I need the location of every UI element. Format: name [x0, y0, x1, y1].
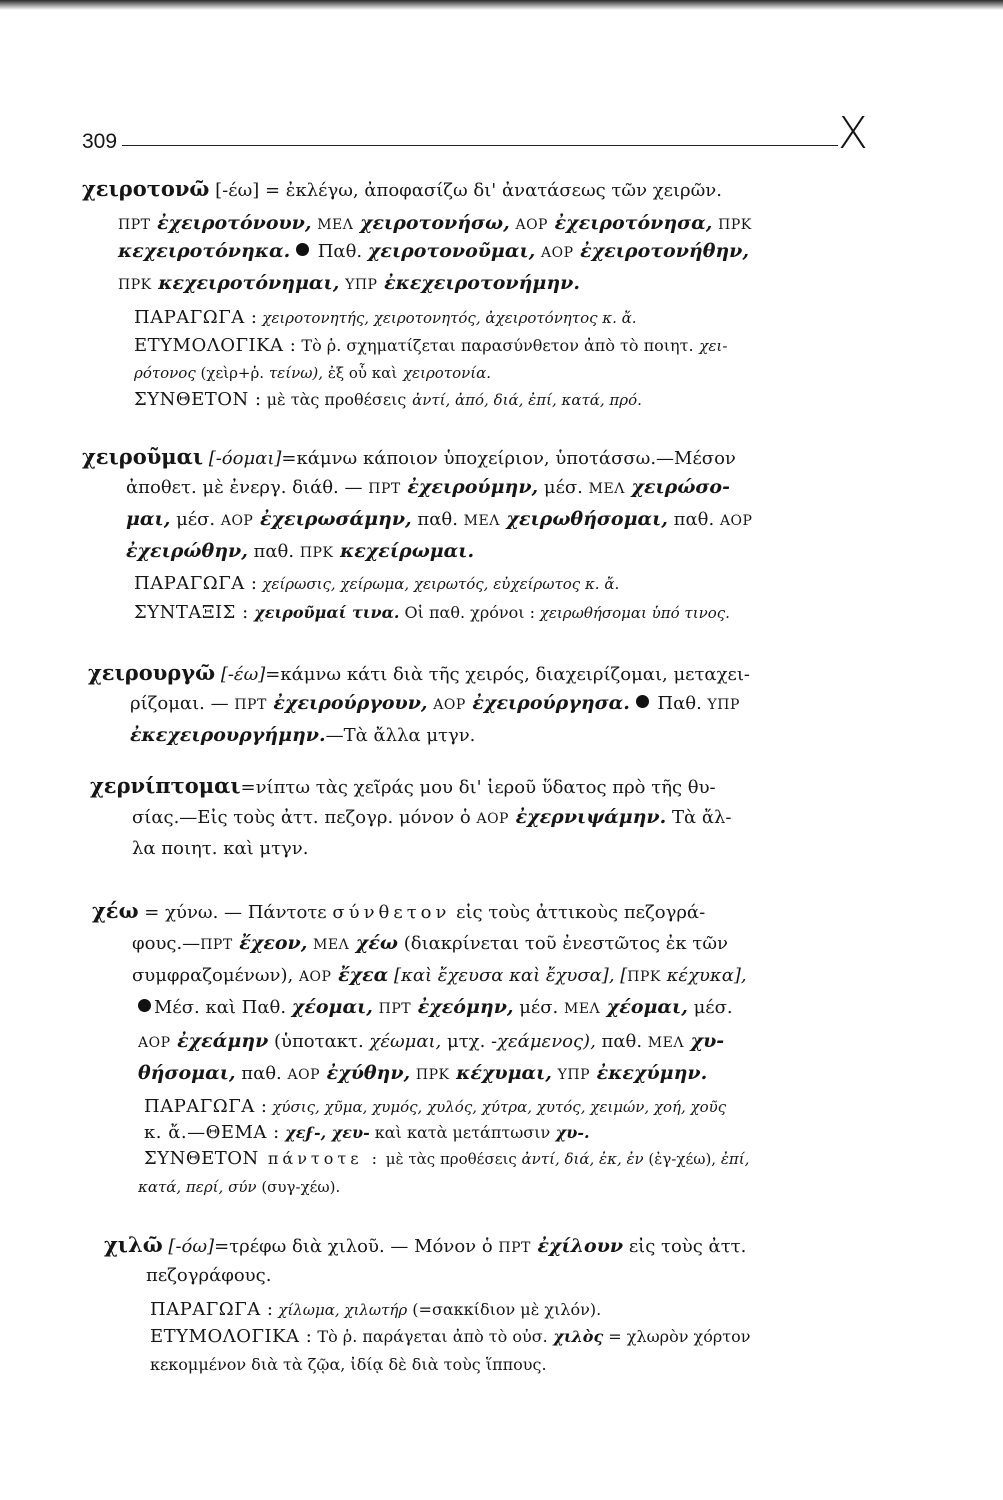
form: κεχειροτόνηκα. [118, 240, 291, 262]
form: ἐχειρούργησα. [465, 692, 630, 714]
headword: χιλῶ [104, 1232, 163, 1257]
form: ἐκεχύμην. [590, 1062, 708, 1084]
headword-ending: [-όομαι] [202, 448, 282, 469]
definition-text: = ἐκλέγω, ἀποφασίζω δι' ἀνατάσεως τῶν χειρῶν. [259, 180, 722, 201]
entry-line [132, 932, 728, 954]
voice-label: μέσ. [543, 477, 583, 498]
compounds-text: μὲ τὰς προθέσεις [381, 1150, 517, 1168]
derivatives-note: (=σακκίδιον μὲ χιλόν). [407, 1300, 602, 1319]
definition-text: = χύνω. — Πάντοτε [138, 902, 327, 923]
definition-text: μτχ. - [441, 1031, 498, 1052]
voice-label: παθ. [673, 509, 715, 530]
form: ἐχειροτόνουν, [150, 212, 312, 234]
entry-line [138, 996, 733, 1018]
section-label: ΠΑΡΑΓΩΓΑ : [144, 1096, 268, 1117]
etymology-word: χιλὸς [547, 1327, 604, 1346]
etymology-word: ρότονος [134, 364, 196, 382]
definition-text: =νίπτω τὰς χεῖράς μου δι' ἱεροῦ ὕδατος πρὸ τῆς θυ- [240, 777, 716, 798]
definition-text: ρίζομαι. — [130, 693, 229, 714]
etymology-text: ἐξ οὗ καὶ [323, 364, 398, 382]
entry-line [82, 176, 722, 201]
form: ἐχειρούργουν, [266, 692, 428, 714]
headword: χέω [92, 898, 139, 923]
etymology-text: = χλωρὸν χόρτον [603, 1327, 751, 1346]
form: κεχειροτόνημαι, [151, 272, 340, 294]
entry-line [118, 240, 749, 262]
form: ἐχίλουν [530, 1235, 624, 1257]
tense-label: ΜΕΛ [588, 481, 625, 497]
form: κέχυμαι, [449, 1062, 552, 1084]
etymology-word: χειροτονία. [402, 364, 492, 382]
definition-text: εἰς τοὺς ἀττ. [623, 1236, 747, 1257]
section-label: ΕΤΥΜΟΛΟΓΙΚΑ : [150, 1326, 313, 1347]
section-label: ΠΑΡΑΓΩΓΑ : [134, 573, 258, 594]
definition-text: πεζογράφους. [146, 1265, 272, 1286]
bullet-icon [636, 695, 649, 708]
tense-label: ΜΕΛ [564, 1001, 601, 1017]
tense-label: ΑΟΡ [287, 1067, 321, 1083]
voice-label: μέσ. [513, 997, 559, 1018]
definition-text: =κάμνω κάτι διὰ τῆς χειρός, διαχειρίζομαι, μεταχει- [265, 664, 750, 685]
derivatives: χύσις, χῦμα, χυμός, χυλός, χύτρα, χυτός, χειμών, χοή, χοῦς [267, 1098, 727, 1116]
form: μαι, [126, 508, 171, 530]
entry-line [104, 1232, 746, 1257]
form: θήσομαι, [138, 1062, 236, 1084]
syntax-example: χειροῦμαί τινα. [248, 603, 400, 622]
tense-label: ΑΟΡ [138, 1035, 171, 1051]
tense-label: ΑΟΡ [433, 697, 466, 713]
tense-label: ΠΡΚ [718, 217, 752, 233]
form: ἐχερνιψάμην. [508, 806, 667, 828]
definition-text: συμφραζομένων), [132, 965, 294, 986]
tense-label: ΠΡΤ [368, 481, 401, 497]
definition-text: (διακρίνεται τοῦ ἐνεστῶτος ἐκ τῶν [398, 933, 728, 954]
voice-label: Παθ. [312, 241, 363, 262]
emphasized-word: πάντοτε : [258, 1149, 382, 1168]
form: ἐχειρούμην, [400, 476, 539, 498]
tense-label: ΜΕΛ [647, 1035, 684, 1051]
tense-label: ΑΟΡ [476, 811, 509, 827]
tense-label: ΜΕΛ [317, 217, 354, 233]
entry-line [132, 806, 731, 828]
definition-text: εἰς τοὺς ἀττικοὺς πεζογρά- [450, 902, 706, 923]
entry-line [138, 1176, 340, 1197]
entry-line [130, 692, 740, 714]
tense-label: ΑΟΡ [719, 513, 753, 529]
tense-label: ΠΡΚ [627, 969, 661, 985]
tense-label: ΑΟΡ [220, 513, 254, 529]
form: ἐχεόμην, [411, 996, 514, 1018]
entry-line [144, 1122, 590, 1143]
voice-label: μέσ. [170, 509, 216, 530]
entry-line [90, 773, 716, 798]
entry-line [138, 1062, 707, 1084]
tense-label: ΜΕΛ [463, 513, 500, 529]
etymology-word: χει- [699, 337, 728, 355]
tense-label: ΑΟΡ [541, 245, 574, 261]
entry-line [82, 444, 736, 469]
prepositions: ἀντί, διά, ἐκ, ἐν [516, 1150, 644, 1168]
entry-line [134, 602, 730, 623]
tense-label: ΑΟΡ [515, 217, 548, 233]
voice-label: μέσ. [687, 997, 733, 1018]
syntax-example: χειρωθήσομαι ὑπό τινος. [535, 604, 730, 622]
section-label: ΕΤΥΜΟΛΟΓΙΚΑ : [134, 335, 297, 356]
form: χειροτονοῦμαι, [367, 240, 536, 262]
entry-line [144, 1096, 726, 1117]
emphasized-word: σύνθετον [332, 902, 451, 923]
etymology-text: Τὸ ῥ. παράγεται ἀπὸ τὸ οὐσ. [312, 1327, 548, 1346]
bullet-icon [138, 999, 151, 1012]
tense-label: ΥΠΡ [557, 1067, 591, 1083]
etymology-text: κεκομμένον διὰ τὰ ζῷα, ἰδίᾳ δὲ διὰ τοὺς ἵππους. [150, 1355, 547, 1374]
header-rule [122, 145, 838, 146]
definition-text: φους.— [132, 933, 201, 954]
tense-label: ΠΡΤ [118, 217, 151, 233]
headword-ending: [-όω] [162, 1236, 215, 1257]
alt-forms: [καὶ ἔχευσα καὶ ἔχυσα], [ [388, 965, 628, 986]
prepositions: ἀντί, ἀπό, διά, ἐπί, κατά, πρό. [412, 391, 642, 409]
entry-line [126, 540, 474, 562]
section-label: ΠΑΡΑΓΩΓΑ : [150, 1299, 274, 1320]
form: ἐχειροτονήθην, [573, 240, 749, 262]
voice-label: παθ. [235, 1063, 282, 1084]
section-label: κ. ἄ.—ΘΕΜΑ : [144, 1122, 280, 1143]
tense-label: ΠΡΚ [415, 1067, 450, 1083]
entry-line [150, 1354, 547, 1375]
stem: χυ-. [550, 1123, 590, 1142]
tense-label: ΜΕΛ [313, 937, 350, 953]
form: χειρώσο- [624, 476, 730, 498]
definition-text: σίας.—Εἰς τοὺς ἀττ. πεζογρ. μόνον ὁ [132, 807, 471, 828]
section-label: ΣΥΝΘΕΤΟΝ : [134, 389, 262, 410]
tense-label: ΑΟΡ [298, 969, 332, 985]
prepositions: ἐπί, [716, 1150, 750, 1168]
page-header [82, 108, 868, 162]
tense-label: ΥΠΡ [707, 697, 740, 713]
form: ἐχύθην, [320, 1062, 411, 1084]
etymology-text: καὶ κατὰ μετάπτωσιν [369, 1123, 551, 1142]
tense-label: ΠΡΤ [498, 1240, 531, 1256]
form: ἐχειρωσάμην, [253, 508, 412, 530]
form: χειροτονήσω, [353, 212, 510, 234]
definition-text: Τὰ ἄλ- [666, 807, 732, 828]
derivatives: χειροτονητής, χειροτονητός, ἀχειροτόνητος κ. ἄ. [257, 309, 637, 327]
etymology-text: Τὸ ῥ. σχηματίζεται παρασύνθετον ἀπὸ τὸ ποιητ. [296, 336, 694, 355]
compounds-text: μὲ τὰς προθέσεις [261, 390, 407, 409]
voice-label: Παθ. [651, 693, 702, 714]
entry-line [118, 212, 752, 234]
form: ἐκεχειρουργήμην. [130, 724, 326, 746]
voice-label: παθ. [247, 541, 295, 562]
form: χέομαι, [600, 996, 688, 1018]
entry-line [134, 307, 637, 328]
voice-label: παθ. [595, 1031, 643, 1052]
entry-line [144, 1148, 749, 1169]
definition-text: λα ποιητ. καὶ μτγν. [132, 838, 309, 859]
syntax-text: Οἱ παθ. χρόνοι : [399, 603, 535, 622]
entry-line [150, 1299, 601, 1320]
form: ἐχεάμην [170, 1030, 269, 1052]
compounds-text: (συγ-χέω). [256, 1178, 341, 1196]
entry-line [126, 508, 752, 530]
entry-line [132, 964, 747, 986]
tense-label: ΠΡΤ [200, 937, 233, 953]
entry-line [134, 389, 642, 410]
headword: χειροτονῶ [82, 176, 210, 201]
page-number: 309 [82, 130, 118, 153]
headword: χερνίπτομαι [90, 773, 241, 798]
form: ἐκεχειροτονήμην. [377, 272, 580, 294]
tense-label: ΠΡΚ [299, 545, 334, 561]
form: ἐχειρώθην, [126, 540, 248, 562]
entry-line [118, 272, 580, 294]
form: ἔχεον, [232, 932, 308, 954]
voice-label: παθ. [417, 509, 458, 530]
form: χέομαι, [291, 996, 373, 1018]
form: ἐχειροτόνησα, [547, 212, 713, 234]
entry-line [150, 1326, 750, 1347]
entry-line [134, 362, 491, 383]
etymology-word: τείνω), [264, 364, 324, 382]
scan-edge-shadow [0, 0, 1003, 10]
form: κεχείρωμαι. [333, 540, 475, 562]
entry-line [88, 660, 750, 685]
alt-forms: χεάμενος), [497, 1031, 596, 1052]
definition-text: (ὑποτακτ. [268, 1031, 364, 1052]
derivatives: χείρωσις, χείρωμα, χειρωτός, εὐχείρωτος κ. ἄ. [257, 575, 620, 593]
entry-line [134, 335, 727, 356]
etymology-text: (χεὶρ+ῥ. [195, 364, 265, 382]
stem: χεϝ-, χευ- [279, 1123, 370, 1142]
prepositions: κατά, περί, σύν [138, 1178, 257, 1196]
section-letter: Χ [837, 108, 868, 159]
tense-label: ΠΡΚ [118, 277, 152, 293]
definition-text: ἀποθετ. μὲ ἐνεργ. διάθ. — [126, 477, 363, 498]
definition-text: —Τὰ ἄλλα μτγν. [325, 725, 476, 746]
headword-ending: [-έω] [215, 664, 266, 685]
form: χειρωθήσομαι, [499, 508, 668, 530]
headword-ending: [-έω] [209, 180, 260, 201]
derivatives: χίλωμα, χιλωτήρ [273, 1301, 408, 1319]
tense-label: ΥΠΡ [345, 277, 378, 293]
definition-text: =κάμνω κάποιον ὑποχείριον, ὑποτάσσω.—Μέσον [281, 448, 736, 469]
entry-line [146, 1265, 271, 1286]
entry-line [126, 476, 730, 498]
form: χυ- [683, 1030, 725, 1052]
bullet-icon [296, 243, 309, 256]
form: ἔχεα [331, 964, 389, 986]
definition-text: =τρέφω διὰ χιλοῦ. — Μόνον ὁ [214, 1236, 493, 1257]
form: χέω [349, 932, 399, 954]
tense-label: ΠΡΤ [234, 697, 267, 713]
alt-forms: κέχυκα], [660, 965, 747, 986]
headword: χειρουργῶ [88, 660, 216, 685]
entry-line [130, 724, 475, 746]
entry-line [138, 1030, 724, 1052]
entry-line [92, 898, 705, 923]
section-label: ΣΥΝΘΕΤΟΝ [144, 1148, 259, 1169]
alt-forms: χέωμαι, [369, 1031, 442, 1052]
headword: χειροῦμαι [82, 444, 203, 469]
entry-line [134, 573, 619, 594]
section-label: ΠΑΡΑΓΩΓΑ : [134, 307, 258, 328]
entry-line [132, 838, 308, 859]
compounds-text: (ἐγ-χέω), [643, 1150, 717, 1168]
voice-label: Μέσ. καὶ Παθ. [154, 997, 287, 1018]
tense-label: ΠΡΤ [378, 1001, 412, 1017]
section-label: ΣΥΝΤΑΞΙΣ : [134, 602, 249, 623]
